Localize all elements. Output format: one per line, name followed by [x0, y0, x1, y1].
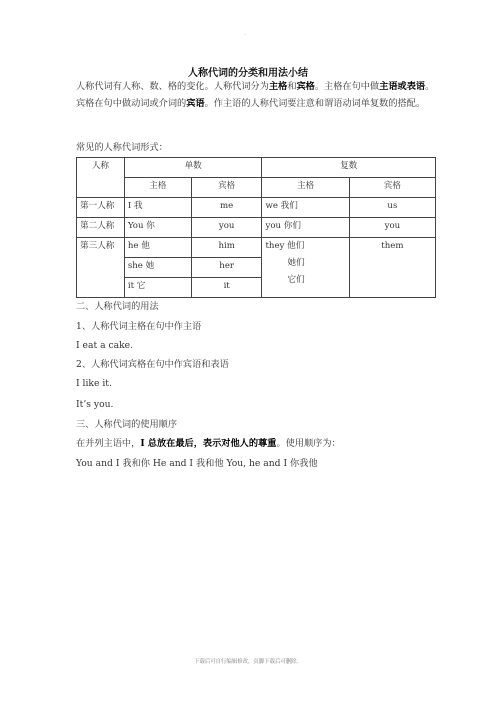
intro-text-4: 。宾格在句中做动词或介词的 — [76, 81, 435, 109]
plural-they-things: 它们 — [287, 275, 305, 285]
order-rule — [76, 437, 341, 450]
cell-plural-objective: you — [349, 218, 435, 238]
table-row — [77, 198, 436, 218]
intro-bold-objective: 宾格 — [296, 81, 315, 92]
table-subheader-row — [77, 178, 436, 198]
intro-bold-nominative: 主格 — [268, 81, 288, 92]
example-sentence: It’s you. — [76, 399, 114, 410]
page-footer: 下载后可自行编辑修改，页脚下载后可删除。 — [194, 659, 302, 665]
plural-they: they 他们 — [265, 241, 305, 251]
cell-singular-objective: it — [191, 278, 262, 298]
example-sentence: I like it. — [76, 378, 112, 389]
cell-plural-nominative — [262, 238, 349, 298]
header-singular-nominative: 主格 — [124, 178, 191, 198]
plural-they-feminine: 她们 — [287, 258, 305, 268]
order-rule-prefix: 在并列主语中， — [76, 438, 141, 449]
example-sentence: I eat a cake. — [76, 340, 134, 351]
header-singular: 单数 — [124, 158, 262, 178]
intro-text-1: 人称代词有人称、数、格的变化。人称代词分为 — [76, 81, 269, 92]
table-header-row — [77, 158, 436, 178]
pronoun-table — [76, 157, 436, 298]
cell-singular-nominative: he 他 — [124, 238, 191, 258]
cell-person: 第二人称 — [77, 218, 125, 238]
intro-text-5: 。作主语的人称代词要注意和谓语动词单复数的搭配。 — [204, 98, 426, 109]
cell-plural-nominative: you 你们 — [262, 218, 349, 238]
intro-bold-object: 宾语 — [186, 98, 205, 109]
intro-text-2: 和 — [287, 81, 297, 92]
subsection-heading: 1、人称代词主格在句中作主语 — [76, 321, 202, 332]
cell-plural-objective: us — [349, 198, 435, 218]
subsection-heading: 2、人称代词宾格在句中作宾语和表语 — [76, 359, 229, 370]
document-title: 人称代词的分类和用法小结 — [188, 68, 308, 79]
cell-person: 第一人称 — [77, 198, 125, 218]
header-singular-objective: 宾格 — [191, 178, 262, 198]
header-plural-nominative: 主格 — [262, 178, 349, 198]
order-example: You and I 我和你 He and I 我和他 You, he and I 你我他 — [76, 458, 318, 469]
cell-singular-nominative: it 它 — [124, 278, 191, 298]
intro-paragraph — [76, 78, 438, 112]
order-rule-bold: I 总放在最后，表示对他人的尊重 — [140, 438, 277, 449]
table-row — [77, 218, 436, 238]
section-heading: 三、人称代词的使用顺序 — [76, 419, 178, 430]
cell-singular-nominative: I 我 — [124, 198, 191, 218]
cell-singular-objective: you — [191, 218, 262, 238]
top-mark: . — [244, 30, 246, 37]
order-rule-suffix: 。使用顺序为： — [276, 438, 341, 449]
header-person: 人称 — [77, 158, 125, 198]
section-heading: 二、人称代词的用法 — [76, 301, 159, 312]
cell-plural-objective: them — [349, 238, 435, 298]
intro-bold-subject: 主语或表语 — [379, 81, 426, 92]
cell-singular-nominative: You 你 — [124, 218, 191, 238]
table-row — [77, 238, 436, 258]
header-plural-objective: 宾格 — [349, 178, 435, 198]
cell-singular-nominative: she 她 — [124, 258, 191, 278]
table-caption: 常见的人称代词形式： — [76, 142, 168, 153]
header-plural: 复数 — [262, 158, 436, 178]
cell-singular-objective: me — [191, 198, 262, 218]
cell-singular-objective: her — [191, 258, 262, 278]
cell-plural-nominative: we 我们 — [262, 198, 349, 218]
intro-text-3: 。主格在句中做 — [314, 81, 380, 92]
cell-singular-objective: him — [191, 238, 262, 258]
cell-person: 第三人称 — [77, 238, 125, 298]
